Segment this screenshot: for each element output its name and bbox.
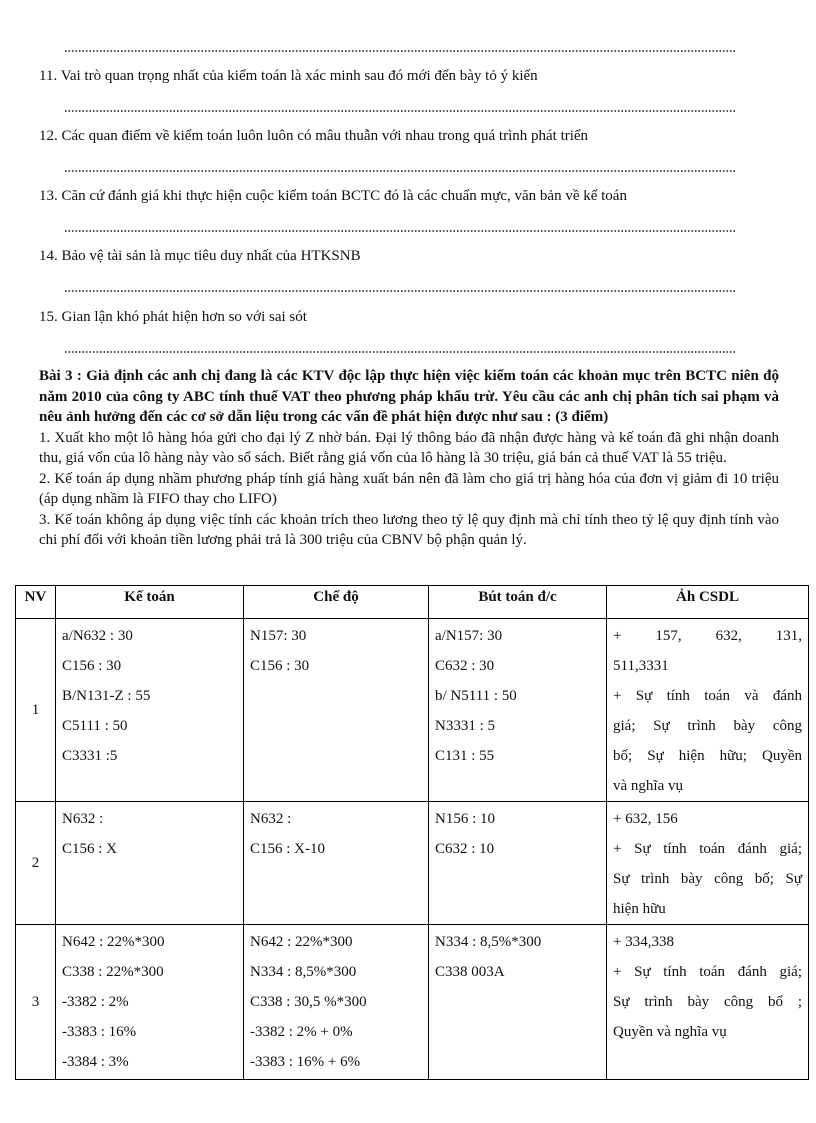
answer-table xyxy=(15,585,809,1080)
entry-line: a/N157: 30 xyxy=(435,628,503,644)
header-nv: NV xyxy=(16,586,56,619)
entry-line: C156 : 30 xyxy=(62,658,122,674)
header-che-do: Chế độ xyxy=(244,586,429,619)
entry-line: -3382 : 2% + 0% xyxy=(250,1024,353,1040)
entry-line: C156 : X xyxy=(62,841,118,857)
question-text: Vai trò quan trọng nhất của kiểm toán là xác minh sau đó mới đến bày tỏ ý kiến xyxy=(60,68,538,84)
entry-line: Quyền và nghĩa vụ xyxy=(613,1024,727,1040)
entry-line: C338 : 30,5 %*300 xyxy=(250,994,367,1010)
header-ke-toan: Kế toán xyxy=(56,586,244,619)
entry-line: C632 : 30 xyxy=(435,658,495,674)
entry-line: Sự trình bày công bố; Sự xyxy=(613,871,802,887)
header-but-toan: Bút toán đ/c xyxy=(429,586,607,619)
question-text: Căn cứ đánh giá khi thực hiện cuộc kiểm toán BCTC đó là các chuẩn mực, văn bản về kế toán xyxy=(61,188,627,204)
entry-line: b/ N5111 : 50 xyxy=(435,688,517,704)
question-number: 14. xyxy=(39,248,58,264)
entry-line: N334 : 8,5%*300 xyxy=(435,934,542,950)
entry-line: và nghĩa vụ xyxy=(613,778,683,794)
entry-line: -3383 : 16% xyxy=(62,1024,137,1040)
entry-line: -3383 : 16% + 6% xyxy=(250,1054,361,1070)
answer-line-13 xyxy=(64,229,736,233)
but-toan-cell xyxy=(429,925,607,1080)
entry-line: giá; Sự trình bày công xyxy=(613,718,802,734)
table-header-row xyxy=(16,586,809,619)
exercise-3-item-3: 3. Kế toán không áp dụng việc tính các khoản trích theo lương theo tỷ lệ quy định mà chỉ tính theo tỷ lệ quy định tính vào chi phí đối với khoản tiền lương phải trả là 300 triệu của CBNV bộ phận quản lý. xyxy=(39,511,779,548)
header-ah-csdl: Ảh CSDL xyxy=(607,586,809,619)
entry-line: hiện hữu xyxy=(613,901,666,917)
ke-toan-cell xyxy=(56,619,244,802)
che-do-cell xyxy=(244,802,429,925)
nv-cell: 3 xyxy=(16,925,56,1080)
question-text: Gian lận khó phát hiện hơn so với sai sót xyxy=(61,309,307,325)
entry-line: N156 : 10 xyxy=(435,811,495,827)
entry-line: N334 : 8,5%*300 xyxy=(250,964,357,980)
entry-line: N632 : xyxy=(250,811,292,827)
question-number: 15. xyxy=(39,309,58,325)
answer-line-12 xyxy=(64,169,736,173)
entry-line: bố; Sự hiện hữu; Quyền xyxy=(613,748,802,764)
question-text: Bảo vệ tài sản là mục tiêu duy nhất của HTKSNB xyxy=(61,248,361,264)
exercise-3-heading: Bài 3 : Giả định các anh chị đang là các KTV độc lập thực hiện việc kiểm toán các khoản mục trên BCTC niên độ năm 2010 của công ty ABC tính thuế VAT theo phương pháp khấu trừ. Yêu cầu các anh chị phân tích sai phạm và nêu ảnh hưởng đến các cơ sở dẫn liệu trong các vấn đề phát hiện được như sau : (3 điểm) xyxy=(39,368,779,425)
ke-toan-cell xyxy=(56,925,244,1080)
entry-line: + Sự tính toán và đánh xyxy=(613,688,802,704)
entry-line: C632 : 10 xyxy=(435,841,495,857)
answer-line-14 xyxy=(64,289,736,293)
entry-line: -3384 : 3% xyxy=(62,1054,129,1070)
che-do-cell xyxy=(244,619,429,802)
entry-line: + Sự tính toán đánh giá; xyxy=(613,841,802,857)
entry-line: B/N131-Z : 55 xyxy=(62,688,151,704)
entry-line: Sự trình bày công bố ; xyxy=(613,994,802,1010)
question-text: Các quan điểm về kiểm toán luôn luôn có mâu thuẫn với nhau trong quá trình phát triển xyxy=(61,128,589,144)
exercise-3-item-2: 2. Kế toán áp dụng nhầm phương pháp tính giá hàng xuất bán nên đã làm cho giá trị hàng hóa của đơn vị giảm đi 10 triệu (áp dụng nhầm là FIFO thay cho LIFO) xyxy=(39,470,779,507)
entry-line: C338 : 22%*300 xyxy=(62,964,164,980)
entry-line: N642 : 22%*300 xyxy=(250,934,353,950)
nv-cell: 2 xyxy=(16,802,56,925)
question-13 xyxy=(39,188,627,205)
ke-toan-cell xyxy=(56,802,244,925)
entry-line: + Sự tính toán đánh giá; xyxy=(613,964,802,980)
entry-line: a/N632 : 30 xyxy=(62,628,133,644)
che-do-cell xyxy=(244,925,429,1080)
question-11 xyxy=(39,68,538,85)
csdl-cell xyxy=(607,802,809,925)
csdl-cell xyxy=(607,619,809,802)
entry-line: + 157, 632, 131, xyxy=(613,628,802,644)
exercise-3-item-1: 1. Xuất kho một lô hàng hóa gửi cho đại lý Z nhờ bán. Đại lý thông báo đã nhận được hàng và kế toán đã ghi nhận doanh thu, giá vốn của lô hàng này vào sổ sách. Biết rằng giá vốn của lô hàng là 30 triệu, giá bán cả thuế VAT là 55 triệu. xyxy=(39,429,779,466)
question-12 xyxy=(39,128,588,145)
entry-line: N157: 30 xyxy=(250,628,307,644)
entry-line: 511,3331 xyxy=(613,658,669,674)
but-toan-cell xyxy=(429,619,607,802)
table-row xyxy=(16,925,809,1080)
table-row xyxy=(16,802,809,925)
entry-line: C131 : 55 xyxy=(435,748,495,764)
entry-line: N642 : 22%*300 xyxy=(62,934,165,950)
question-number: 13. xyxy=(39,188,58,204)
but-toan-cell xyxy=(429,802,607,925)
entry-line: + 334,338 xyxy=(613,934,674,950)
question-14 xyxy=(39,248,361,265)
entry-line: -3382 : 2% xyxy=(62,994,129,1010)
entry-line: N3331 : 5 xyxy=(435,718,495,734)
answer-line-10 xyxy=(64,49,736,53)
question-15 xyxy=(39,309,307,326)
table-row xyxy=(16,619,809,802)
entry-line: N632 : xyxy=(62,811,104,827)
exercise-3 xyxy=(39,366,779,551)
entry-line: C3331 :5 xyxy=(62,748,118,764)
entry-line: C156 : X-10 xyxy=(250,841,325,857)
nv-cell: 1 xyxy=(16,619,56,802)
question-number: 12. xyxy=(39,128,58,144)
answer-line-11 xyxy=(64,109,736,113)
entry-line: C5111 : 50 xyxy=(62,718,128,734)
answer-line-15 xyxy=(64,350,736,354)
entry-line: + 632, 156 xyxy=(613,811,678,827)
question-number: 11. xyxy=(39,68,58,84)
entry-line: C338 003A xyxy=(435,964,505,980)
csdl-cell xyxy=(607,925,809,1080)
entry-line: C156 : 30 xyxy=(250,658,310,674)
